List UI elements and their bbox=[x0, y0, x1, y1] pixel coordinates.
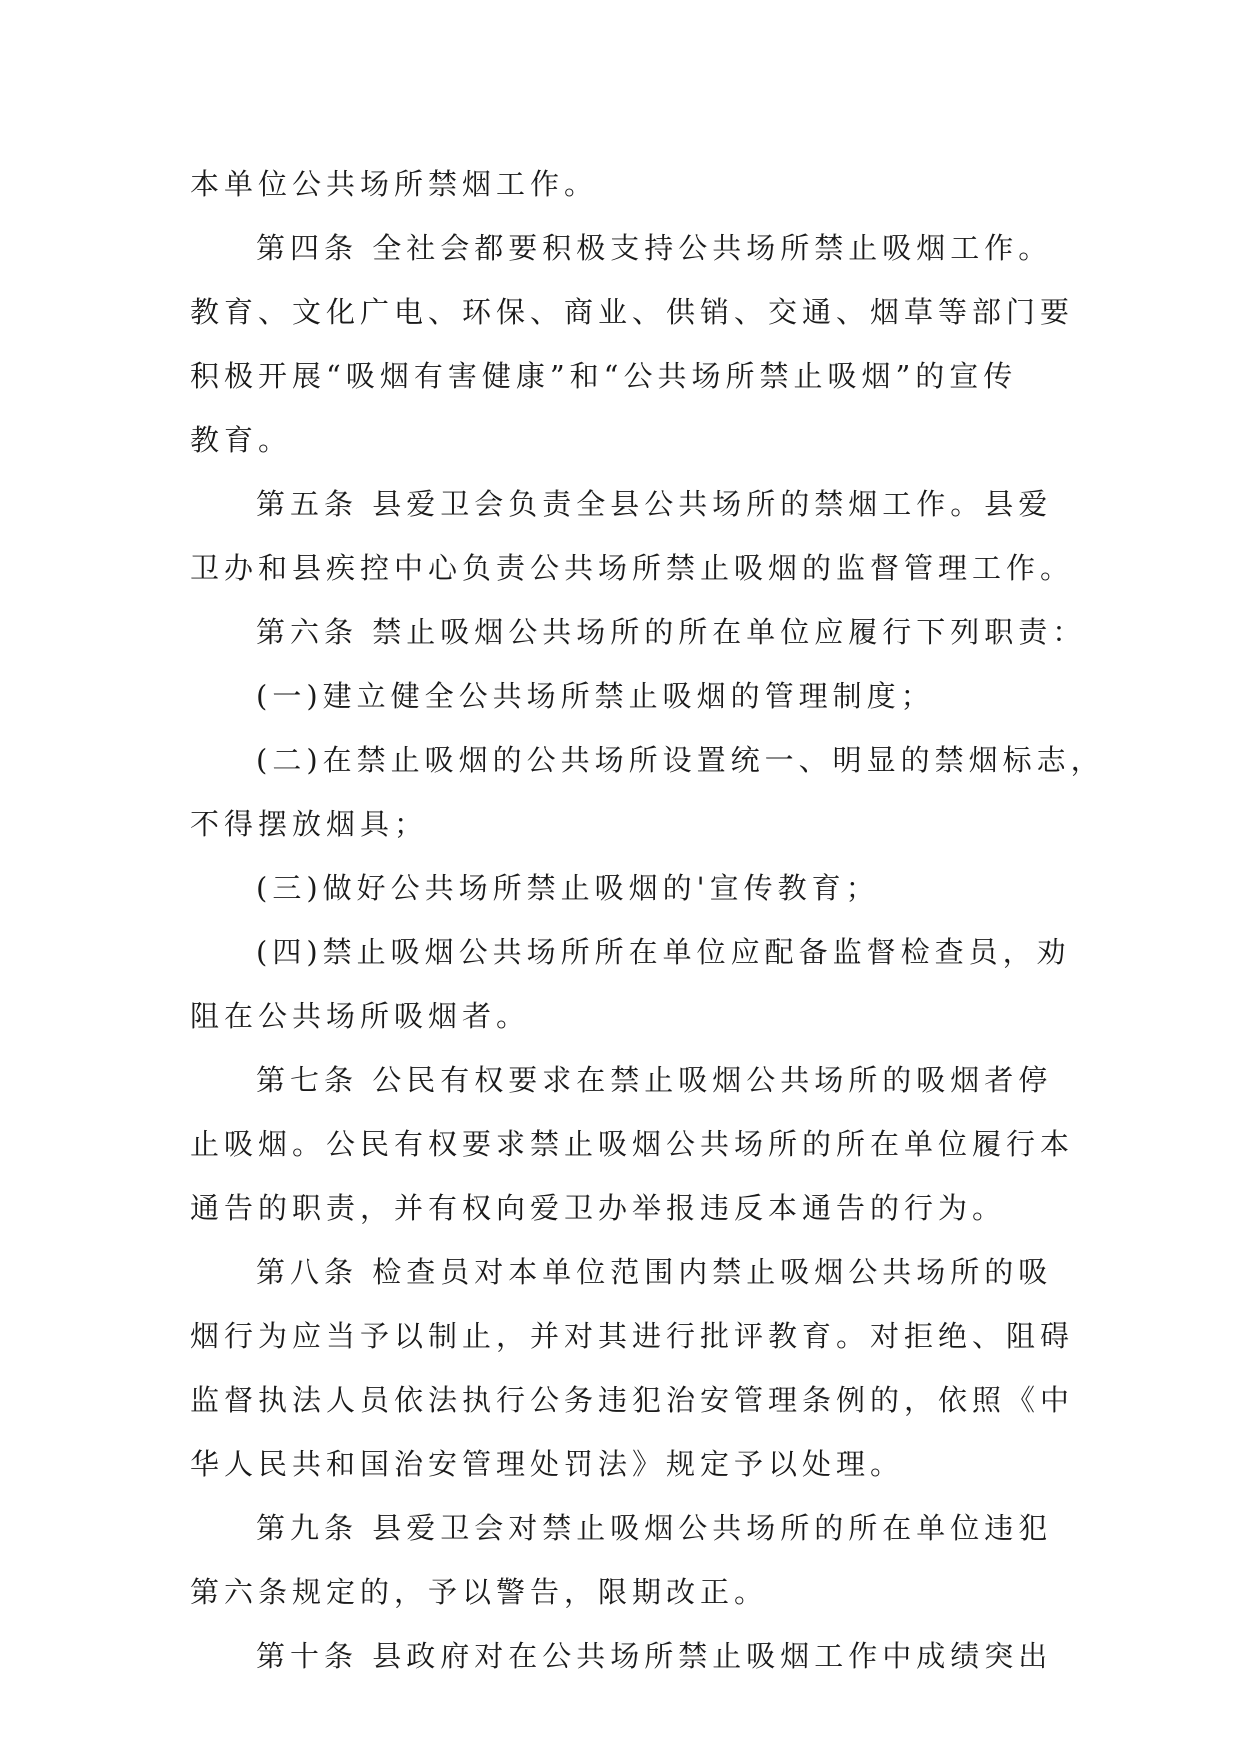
text-line: 监督执法人员依法执行公务违犯治安管理条例的，依照《中 bbox=[190, 1383, 1075, 1417]
text-line: 第七条 公民有权要求在禁止吸烟公共场所的吸烟者停 bbox=[256, 1063, 1053, 1097]
text-line: 第六条规定的，予以警告，限期改正。 bbox=[190, 1575, 769, 1609]
text-line: 止吸烟。公民有权要求禁止吸烟公共场所的所在单位履行本 bbox=[190, 1127, 1075, 1161]
text-line: 第八条 检查员对本单位范围内禁止吸烟公共场所的吸 bbox=[256, 1255, 1053, 1289]
text-line: 积极开展“吸烟有害健康”和“公共场所禁止吸烟”的宣传 bbox=[190, 359, 1018, 393]
text-line: (四)禁止吸烟公共场所所在单位应配备监督检查员，劝 bbox=[256, 935, 1071, 969]
text-line: 卫办和县疾控中心负责公共场所禁止吸烟的监督管理工作。 bbox=[190, 551, 1075, 585]
text-line: (一)建立健全公共场所禁止吸烟的管理制度； bbox=[256, 679, 935, 713]
text-line: 烟行为应当予以制止，并对其进行批评教育。对拒绝、阻碍 bbox=[190, 1319, 1075, 1353]
text-line: 不得摆放烟具； bbox=[190, 807, 429, 841]
text-line: 教育。 bbox=[190, 423, 293, 457]
text-line: 华人民共和国治安管理处罚法》规定予以处理。 bbox=[190, 1447, 905, 1481]
text-line: (三)做好公共场所禁止吸烟的'宣传教育； bbox=[256, 871, 880, 905]
text-line: 教育、文化广电、环保、商业、供销、交通、烟草等部门要 bbox=[190, 295, 1075, 329]
text-line: 通告的职责，并有权向爱卫办举报违反本通告的行为。 bbox=[190, 1191, 1007, 1225]
text-line: (二)在禁止吸烟的公共场所设置统一、明显的禁烟标志， bbox=[256, 743, 1105, 777]
text-line: 第六条 禁止吸烟公共场所的所在单位应履行下列职责： bbox=[256, 615, 1087, 649]
text-line: 第十条 县政府对在公共场所禁止吸烟工作中成绩突出 bbox=[256, 1639, 1053, 1673]
text-line: 阻在公共场所吸烟者。 bbox=[190, 999, 531, 1033]
text-line: 本单位公共场所禁烟工作。 bbox=[190, 167, 599, 201]
text-line: 第五条 县爱卫会负责全县公共场所的禁烟工作。县爱 bbox=[256, 487, 1053, 521]
text-line: 第四条 全社会都要积极支持公共场所禁止吸烟工作。 bbox=[256, 231, 1053, 265]
text-line: 第九条 县爱卫会对禁止吸烟公共场所的所在单位违犯 bbox=[256, 1511, 1053, 1545]
document-body bbox=[190, 152, 1105, 1688]
